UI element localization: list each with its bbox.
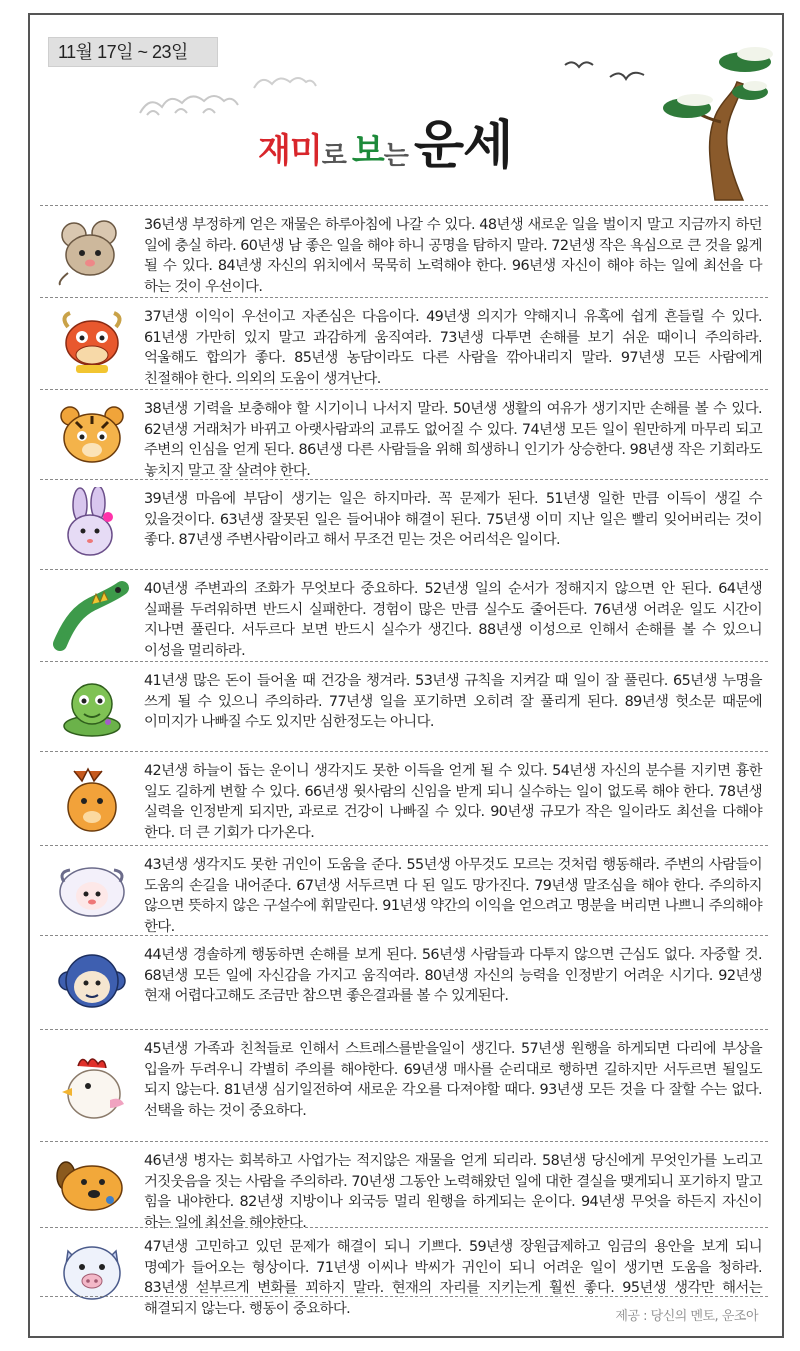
fortune-text: 38년생 기력을 보충해야 할 시기이니 나서지 말라. 50년생 생활의 여유가 생기지만 손해를 볼 수 있다. 62년생 거래처가 바뀌고 아랫사람과의 교류도 없어질 수 있다. 74년생 모든 일이 원만하게 마무리 되고 주변의 인심을 얻게 된다. 86년생 다른 사람들을 위해 희생하니 인기가 상승한다. 98년생 작은 기회라도 놓치지 말고 잘 살려야 한다. <box>144 401 762 479</box>
horse-icon <box>40 752 144 845</box>
snake-icon <box>40 662 144 751</box>
title-unse: 운세 <box>413 115 513 176</box>
fortune-text: 39년생 마음에 부담이 생기는 일은 하지마라. 꼭 문제가 된다. 51년생 일한 만큼 이득이 생길 수 있을것이다. 63년생 잘못된 일은 들어내야 해결이 된다. 75년생 이미 지난 일은 빨리 잊어버리는 것이 좋다. 87년생 주변사람이라고 해서 무조건 믿는 것은 어리석은 일이다. <box>144 491 762 549</box>
fortune-text: 44년생 경솔하게 행동하면 손해를 보게 된다. 56년생 사람들과 다투지 않으면 근심도 없다. 자중할 것. 68년생 모든 일에 자신감을 가지고 움직여라. 80년생 자신의 능력을 인정받기 어려운 시기다. 92년생 현재 어렵다고해도 조금만 참으면 좋은결과를 볼 수 있게된다. <box>144 947 762 1005</box>
title-jaemi: 재미 <box>258 131 322 171</box>
fortune-row-dragon <box>40 569 768 661</box>
cloud-decoration-left <box>135 85 245 125</box>
page-title <box>258 112 513 176</box>
rooster-icon <box>40 1030 144 1141</box>
title-ro: 로 <box>321 141 346 171</box>
fortune-row-rabbit <box>40 479 768 569</box>
fortune-text: 37년생 이익이 우선이고 자존심은 다음이다. 49년생 의지가 약해지니 유혹에 쉽게 흔들릴 수 있다. 61년생 가만히 있지 말고 과감하게 움직여라. 73년생 다투면 손해를 보기 쉬운 때이니 주의하라. 억울해도 합의가 좋다. 85년생 농담이라도 다른 사람을 깎아내리지 말라. 97년생 모든 사람에게 친절해야 한다. 의외의 도움이 생겨난다. <box>144 309 762 387</box>
tiger-icon <box>40 390 144 479</box>
monkey-icon <box>40 936 144 1029</box>
fortune-row-sheep <box>40 845 768 935</box>
credit-text: 제공 : 당신의 멘토, 운조아 <box>615 1309 758 1324</box>
pine-tree-icon <box>655 42 773 202</box>
fortune-text: 45년생 가족과 친척들로 인해서 스트레스를받을일이 생긴다. 57년생 원행을 하게되면 다리에 부상을 입을까 두려우니 각별히 주의를 해야한다. 69년생 매사를 순리대로 행하면 길하지만 서두르면 될일도 되지 않는다. 81년생 심기일전하여 새로운 각오를 다져야할 때다. 93년생 모든 것을 다 잘할 수는 없다. 선택을 하는 것이 중요하다. <box>144 1041 762 1119</box>
fortune-row-rooster <box>40 1029 768 1141</box>
fortune-row-ox <box>40 297 768 389</box>
fortune-row-snake <box>40 661 768 751</box>
fortune-row-dog <box>40 1141 768 1231</box>
fortune-text: 40년생 주변과의 조화가 무엇보다 중요하다. 52년생 일의 순서가 정해지지 않으면 안 된다. 64년생 실패를 두려워하면 반드시 실패한다. 경험이 많은 만큼 실수도 줄어든다. 76년생 어려운 일도 시간이 지나면 풀린다. 서두르다 보면 반드시 실수가 생긴다. 88년생 이성으로 인해서 손해를 볼 수 있으니 이성을 멀리하라. <box>144 581 762 659</box>
dragon-icon <box>40 570 144 661</box>
title-bo: 보 <box>351 131 384 171</box>
date-range: 11월 17일 ~ 23일 <box>48 37 218 67</box>
dog-icon <box>40 1142 144 1227</box>
fortune-text: 47년생 고민하고 있던 문제가 해결이 되니 기쁘다. 59년생 장원급제하고 임금의 용안을 보게 되니 명예가 들어오는 형상이다. 71년생 이씨나 박씨가 귀인이 되니 어려운 일이 생기면 도움을 청하라. 83년생 섣부르게 변화를 꾀하지 말라. 현재의 자리를 지키는게 훨씬 좋다. 95년생 생각만 해서는 해결되지 않는다. 행동이 중요하다. <box>144 1239 762 1317</box>
fortune-text: 41년생 많은 돈이 들어올 때 건강을 챙겨라. 53년생 규칙을 지켜갈 때 일이 잘 풀린다. 65년생 누명을 쓰게 될 수 있으니 주의하라. 77년생 일을 포기하면 오히려 잘 풀리게 된다. 89년생 헛소문 때문에 이미지가 나빠질 수도 있지만 심한정도는 아니다. <box>144 673 762 731</box>
fortune-row-horse <box>40 751 768 845</box>
cloud-decoration-right <box>250 68 320 96</box>
footer-divider <box>40 1296 768 1297</box>
rat-icon <box>40 206 144 297</box>
fortune-row-monkey <box>40 935 768 1029</box>
fortune-text: 42년생 하늘이 돕는 운이니 생각지도 못한 이득을 얻게 될 수 있다. 54년생 자신의 분수를 지키면 흉한 일도 길하게 변할 수 있다. 66년생 윗사람의 신임을 받게 되니 실수하는 일이 없도록 해야 한다. 78년생 실력을 인정받게 되지만, 과로로 건강이 나빠질 수 있다. 90년생 규모가 작은 일이라도 최선을 다해야 한다. 더 큰 기회가 다가온다. <box>144 763 762 841</box>
fortune-row-tiger <box>40 389 768 479</box>
rabbit-icon <box>40 480 144 569</box>
fortune-text: 36년생 부정하게 얻은 재물은 하루아침에 나갈 수 있다. 48년생 새로운 일을 벌이지 말고 지금까지 하던 일에 충실 하라. 60년생 남 좋은 일을 해야 하니 공명을 탐하지 말라. 72년생 작은 욕심으로 큰 것을 잃게 될 수 있다. 84년생 자신의 위치에서 묵묵히 노력해야 한다. 96년생 자신이 해야 하는 일에 최선을 다 하는 것이 우선이다. <box>144 217 762 295</box>
birds-icon <box>560 55 650 85</box>
fortune-row-rat <box>40 205 768 297</box>
ox-icon <box>40 298 144 389</box>
fortune-text: 43년생 생각지도 못한 귀인이 도움을 준다. 55년생 아무것도 모르는 것처럼 행동해라. 주변의 사람들이 도움의 손길을 내어준다. 67년생 서두르면 다 된 일도 망가진다. 79년생 말조심을 해야 한다. 주의하지 않으면 뜻하지 않은 구설수에 휘말린다. 91년생 약간의 이익을 얻으려고 명분을 버리면 나쁘니 주의해야 한다. <box>144 857 762 935</box>
sheep-icon <box>40 846 144 935</box>
title-neun: 는 <box>383 141 408 171</box>
fortune-text: 46년생 병자는 회복하고 사업가는 적지않은 재물을 얻게 되리라. 58년생 당신에게 무엇인가를 노리고 거짓웃음을 짓는 사람을 주의하라. 70년생 그동안 노력해왔던 일에 대한 결실을 맺게되니 포기하지 말고 힘을 내야한다. 82년생 지방이나 외국등 멀리 원행을 하게되는 운이다. 94년생 무엇을 하든지 자신이 하는 일에 최선을 해야한다. <box>144 1153 762 1231</box>
pig-icon <box>40 1228 144 1314</box>
